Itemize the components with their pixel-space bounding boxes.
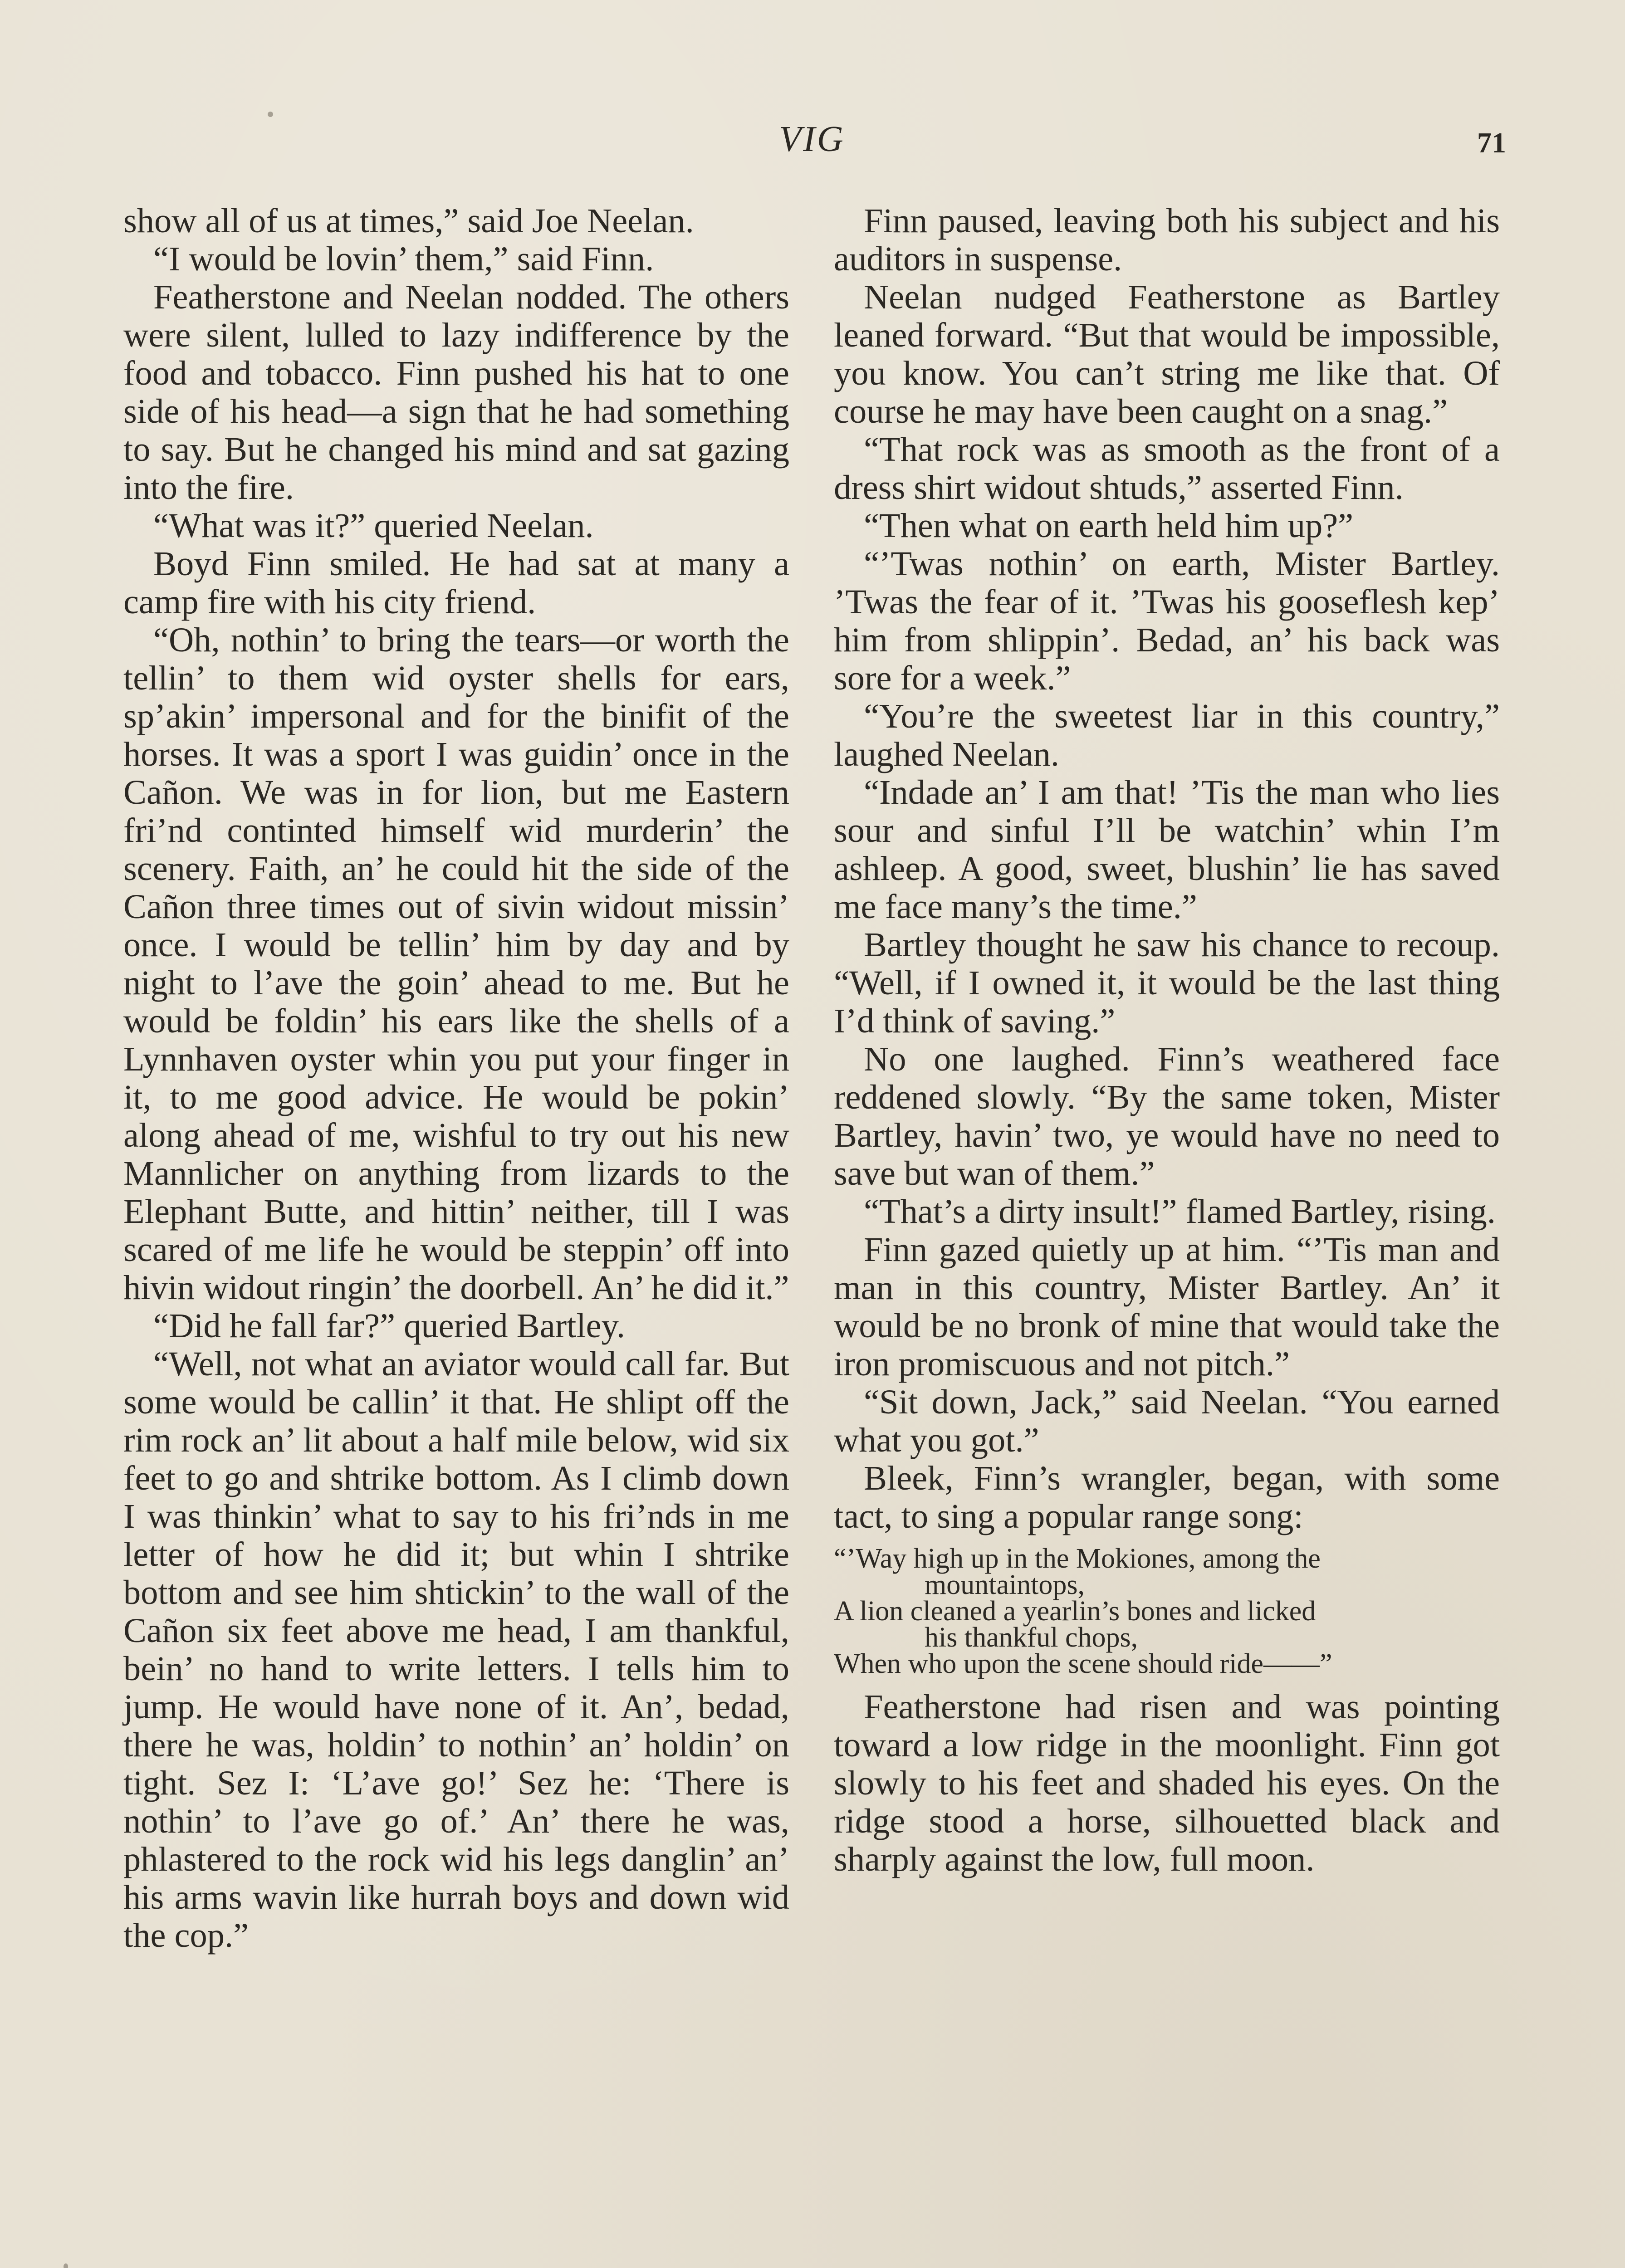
paragraph: “Oh, nothin’ to bring the tears—or worth the tellin’ to them wid oyster shells for ears, sp’akin’ impersonal and for the binifit of the horses. It was a sport I was guidin’ once in the Cañon. We was in for lion, but me Eastern fri’nd continted himself wid murderin’ the scenery. Faith, an’ he could hit the side of the Cañon three times out of sivin widout missin’ once. I would be tellin’ him by day and by night to l’ave the goin’ ahead to me. But he would be foldin’ his ears like the shells of a Lynnhaven oyster whin you put your finger in it, to me good advice. He would be pokin’ along ahead of me, wishful to try out his new Mannlicher on anything from lizards to the Elephant Butte, and hittin’ neither, till I was scared of me life he would be steppin’ off into hivin widout ringin’ the doorbell. An’ he did it.”: [123, 621, 789, 1307]
song-verse: [834, 1545, 1500, 1677]
print-speck: [268, 112, 273, 117]
paragraph: “’Twas nothin’ on earth, Mister Bartley. ’Twas the fear of it. ’Twas his gooseflesh kep’ him from shlippin’. Bedad, an’ his back was sore for a week.”: [834, 544, 1500, 697]
paragraph: Bartley thought he saw his chance to recoup. “Well, if I owned it, it would be the last thing I’d think of saving.”: [834, 925, 1500, 1040]
print-speck: [64, 2263, 68, 2268]
paragraph: “Sit down, Jack,” said Neelan. “You earned what you got.”: [834, 1383, 1500, 1459]
right-column: [834, 202, 1500, 1878]
paragraph: “That rock was as smooth as the front of a dress shirt widout shtuds,” asserted Finn.: [834, 430, 1500, 507]
right-column-prose-bottom: [834, 1688, 1500, 1878]
paragraph: “Well, not what an aviator would call far. But some would be callin’ it that. He shlipt off the rim rock an’ lit about a half mile below, wid six feet to go and shtrike bottom. As I climb down I was thinkin’ what to say to his fri’nds in me letter of how he did it; but whin I shtrike bottom and see him shtickin’ to the wall of the Cañon six feet above me head, I am thankful, bein’ no hand to write letters. I tells him to jump. He would have none of it. An’, bedad, there he was, holdin’ to nothin’ an’ holdin’ on tight. Sez I: ‘L’ave go!’ Sez he: ‘There is nothin’ to l’ave go of.’ An’ there he was, phlastered to the rock wid his legs danglin’ an’ his arms wavin like hurrah boys and down wid the cop.”: [123, 1344, 789, 1955]
paragraph: show all of us at times,” said Joe Neelan.: [123, 201, 694, 240]
paragraph: Bleek, Finn’s wrangler, began, with some tact, to sing a popular range song:: [834, 1459, 1500, 1535]
verse-line: mountaintops,: [925, 1569, 1085, 1600]
paragraph: No one laughed. Finn’s weathered face reddened slowly. “By the same token, Mister Bartley, havin’ two, ye would have no need to save but wan of them.”: [834, 1040, 1500, 1193]
right-column-prose-top: [834, 202, 1500, 1535]
paragraph: Finn gazed quietly up at him. “’Tis man and man in this country, Mister Bartley. An’ it would be no bronk of mine that would take the iron promiscuous and not pitch.”: [834, 1230, 1500, 1383]
paragraph: Featherstone and Neelan nodded. The others were silent, lulled to lazy indifference by the food and tobacco. Finn pushed his hat to one side of his head—a sign that he had something to say. But he changed his mind and sat gazing into the fire.: [123, 278, 789, 507]
paragraph: Boyd Finn smiled. He had sat at many a camp fire with his city friend.: [123, 544, 789, 621]
page-number: 71: [1477, 127, 1506, 159]
verse-line: “’Way high up in the Mokiones, among the: [834, 1543, 1321, 1574]
verse-line: his thankful chops,: [925, 1622, 1138, 1653]
paragraph: “You’re the sweetest liar in this country,” laughed Neelan.: [834, 697, 1500, 773]
paragraph: Finn paused, leaving both his subject and his auditors in suspense.: [834, 201, 1500, 278]
verse-line: When who upon the scene should ride——”: [834, 1648, 1332, 1679]
paragraph: “I would be lovin’ them,” said Finn.: [153, 240, 654, 278]
verse-line: A lion cleaned a yearlin’s bones and licked: [834, 1596, 1316, 1627]
paragraph: “Then what on earth held him up?”: [864, 506, 1354, 545]
paragraph: “Did he fall far?” queried Bartley.: [153, 1306, 625, 1345]
paragraph: Neelan nudged Featherstone as Bartley leaned forward. “But that would be impossible, you know. You can’t string me like that. Of course he may have been caught on a snag.”: [834, 278, 1500, 430]
paragraph: Featherstone had risen and was pointing toward a low ridge in the moonlight. Finn got slowly to his feet and shaded his eyes. On the ridge stood a horse, silhouetted black and sharply against the low, full moon.: [834, 1687, 1500, 1878]
left-column: [123, 202, 789, 1955]
running-head: VIG: [779, 119, 845, 159]
paragraph: “That’s a dirty insult!” flamed Bartley, rising.: [864, 1192, 1496, 1231]
paragraph: “What was it?” queried Neelan.: [153, 506, 594, 545]
paragraph: “Indade an’ I am that! ’Tis the man who lies sour and sinful I’ll be watchin’ whin I’m ashleep. A good, sweet, blushin’ lie has saved me face many’s the time.”: [834, 773, 1500, 926]
